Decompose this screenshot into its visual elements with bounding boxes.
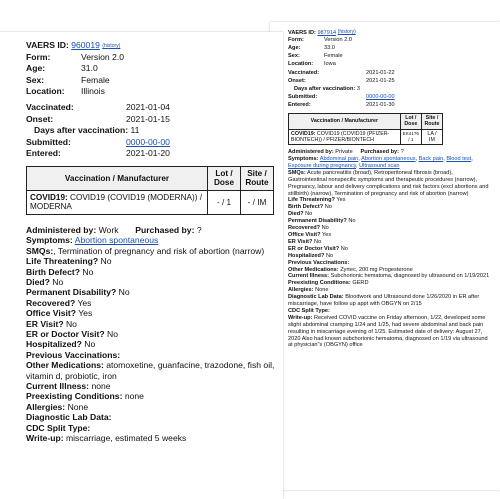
field-value: Received COVID vaccine on Friday afternoon, 1/22, developed some slight abdominal cramping 1/24 and 1/25, had severe abdominal and back pain resulting in miscarriage evening of 1/25. Estimated date of delivery: August 27, 2020 Also had known subchorionic hematoma, diagnosed on 1/19 via ultrasound at physician"s (OBGYN) office (288, 314, 488, 349)
entered-label: Entered: (26, 148, 61, 159)
field-value: Yes (322, 231, 332, 238)
field-label: Birth Defect? (26, 266, 80, 277)
vaccinated-label: Vaccinated: (26, 101, 74, 112)
form-row (288, 37, 493, 45)
field-value: No (107, 329, 119, 339)
list-item (26, 329, 276, 339)
symptom-link[interactable]: Exposure during pregnancy (288, 162, 356, 169)
col-lot-dose: Lot / Dose (400, 113, 421, 129)
field-label: Recovered? (288, 225, 321, 232)
vaccinated-row (288, 70, 493, 78)
list-item (26, 412, 276, 422)
table-row (289, 129, 443, 145)
list-item (288, 294, 493, 308)
field-label: Died? (26, 276, 50, 287)
field-value: No (325, 252, 334, 259)
days-label: Days after vaccination: (34, 125, 129, 136)
field-label: Diagnostic Lab Data: (26, 412, 112, 423)
list-item (288, 280, 493, 287)
field-label: Office Visit? (288, 231, 321, 238)
purchased-label: Purchased by: (135, 224, 195, 235)
list-item (26, 277, 276, 287)
field-label: Hospitalized? (288, 252, 325, 259)
field-label: Permanent Disability? (26, 287, 117, 298)
smqs-value: Acute pancreatitis (broad), Retroperitoneal fibrosis (broad), Gastrointestinal nonspecific symptoms and therapeutic procedures (narrow), Pregnancy, labour and delivery complications and risk factors (excl abortions and stillbirth) (narrow), Termination of pregnancy and risk of abortion (narrow) (288, 169, 489, 197)
location-row (288, 61, 493, 69)
location-label: Location: (288, 60, 314, 67)
purchased-value: ? (196, 224, 202, 235)
field-value: miscarriage, estimated 5 weeks (65, 433, 187, 444)
lot-cell: EK4176 / 1 (400, 129, 421, 145)
history-link[interactable]: (history) (102, 43, 121, 49)
purchased-label: Purchased by: (360, 149, 400, 156)
col-vaccination: Vaccination / Manufacturer (289, 113, 401, 129)
field-label: Birth Defect? (288, 204, 324, 211)
field-label: CDC Split Type: (288, 307, 330, 314)
field-value: No (348, 218, 356, 225)
onset-row (26, 114, 276, 126)
vaccination-table (288, 113, 443, 145)
symptoms-row: Symptoms: Abdominal pain, Abortion spontaneous, Back pain, Blood test, Exposure during pregnancy, Ultrasound scan (288, 156, 473, 169)
symptom-link[interactable]: Abdominal pain (319, 156, 359, 162)
sex-value: Female (81, 74, 110, 85)
days-row (26, 125, 276, 137)
vaers-id-label: VAERS ID: (288, 30, 316, 36)
field-value: No (65, 318, 77, 329)
field-value: atomoxetine, guanfacine, trazodone, fish oil, vitamin d, probiotic, iron (26, 360, 275, 381)
list-item (26, 381, 276, 391)
symptom-link[interactable]: Ultrasound scan (359, 162, 400, 169)
vaccinated-value: 2021-01-22 (366, 70, 395, 77)
smqs-label: SMQs: (288, 169, 306, 176)
sex-value: Female (324, 52, 343, 59)
submitted-row (288, 94, 493, 102)
days-label: Days after vaccination: (294, 86, 356, 93)
field-value: none (124, 391, 144, 402)
list-item (288, 232, 493, 239)
form-value: Version 2.0 (81, 51, 124, 62)
vaccinated-label: Vaccinated: (288, 70, 320, 77)
field-label: Diagnostic Lab Data: (288, 294, 344, 301)
entered-label: Entered: (288, 102, 311, 109)
field-label: Life Threatening? (288, 197, 335, 204)
field-value: No (118, 287, 130, 298)
fields-list (288, 197, 493, 349)
field-value: No (340, 245, 348, 252)
field-label: Previous Vaccinations: (26, 349, 121, 360)
list-item (288, 287, 493, 294)
list-item (288, 267, 493, 274)
location-row (26, 86, 276, 98)
form-label: Form: (288, 36, 304, 43)
field-label: Previous Vaccinations: (288, 259, 350, 266)
list-item (288, 211, 493, 218)
field-value: No (321, 225, 329, 232)
field-value: No (84, 339, 96, 350)
administered-label: Administered by: (26, 224, 97, 235)
field-label: Allergies: (26, 401, 66, 412)
field-label: Other Medications: (26, 360, 104, 371)
field-label: Preexisting Conditions: (288, 280, 351, 287)
list-item (26, 319, 276, 329)
fields-list (26, 256, 276, 443)
vaccinated-row (26, 102, 276, 114)
list-item (26, 267, 276, 277)
sex-row (288, 53, 493, 61)
vaccine-name: COVID19 (COVID19 (MODERNA)) / MODERNA (30, 192, 202, 212)
age-value: 33.0 (324, 44, 335, 51)
location-label: Location: (26, 86, 65, 97)
location-value: Illinois (81, 86, 105, 97)
table-row (27, 190, 274, 214)
field-label: Recovered? (26, 297, 76, 308)
smqs-row (26, 246, 276, 256)
purchased-value: ? (400, 149, 404, 156)
site-cell: LA / IM (422, 129, 443, 145)
field-value: None (67, 401, 89, 412)
field-label: Current Illness: (288, 273, 330, 280)
list-item (26, 402, 276, 412)
onset-label: Onset: (288, 78, 306, 85)
symptoms-label: Symptoms: (26, 235, 73, 246)
list-item (288, 253, 493, 260)
field-value: Yes (77, 297, 92, 308)
site-cell: - / IM (241, 190, 274, 214)
entered-value: 2021-01-30 (366, 102, 395, 109)
vaccine-cell (27, 190, 208, 214)
list-item (26, 256, 276, 266)
administered-value: Private (335, 149, 353, 156)
administered-row (26, 225, 276, 235)
onset-value: 2021-01-25 (366, 78, 395, 85)
field-value: No (305, 211, 313, 218)
field-value: Yes (78, 308, 93, 319)
history-link[interactable]: (history) (337, 29, 356, 35)
field-label: Died? (288, 211, 304, 218)
sex-label: Sex: (26, 74, 45, 85)
submitted-label: Submitted: (288, 94, 318, 101)
list-item (288, 218, 493, 225)
field-label: Other Medications: (288, 266, 339, 273)
field-value: Yes (336, 197, 346, 204)
vaccine-cell (289, 129, 401, 145)
list-item (26, 298, 276, 308)
field-value: No (100, 256, 112, 267)
col-vaccination: Vaccination / Manufacturer (27, 166, 208, 190)
smqs-label: SMQs: (26, 245, 54, 256)
vaccine-code: COVID19: (30, 192, 68, 202)
form-label: Form: (26, 51, 51, 62)
field-value: Zyrtec, 200 mg Progesterone (340, 266, 413, 273)
entered-row (288, 102, 493, 110)
onset-row (288, 78, 493, 86)
days-value: 11 (130, 125, 140, 136)
administered-value: Work (98, 224, 119, 235)
field-value: No (82, 266, 94, 277)
symptom-link[interactable]: Abortion spontaneous (74, 235, 159, 246)
list-item (288, 246, 493, 253)
vaccination-table (26, 166, 274, 215)
onset-value: 2021-01-15 (126, 113, 170, 124)
col-lot-dose: Lot / Dose (208, 166, 241, 190)
field-value: None (315, 287, 329, 294)
list-item (288, 197, 493, 204)
days-value: 3 (356, 86, 360, 93)
vaers-id-row (288, 29, 493, 37)
vaers-record-right (270, 22, 500, 490)
symptom-link[interactable]: Abortion spontaneous (361, 156, 416, 162)
field-value: No (314, 238, 322, 245)
vaccine-code: COVID19: (291, 130, 316, 137)
list-item (288, 308, 493, 315)
vaers-id-row (26, 40, 276, 52)
list-item (26, 339, 276, 349)
age-label: Age: (288, 44, 301, 51)
list-item (26, 433, 276, 443)
administered-row (288, 149, 493, 156)
list-item (26, 308, 276, 318)
col-site-route: Site / Route (422, 113, 443, 129)
field-value: Bloodwork and Ultrasound done 1/26/2020 in ER after miscarriage, have follow up appt with OBGYN on 2/15 (288, 294, 480, 308)
sex-label: Sex: (288, 52, 300, 59)
vaers-id-link[interactable]: 960019 (71, 40, 100, 50)
vaers-id-label: VAERS ID: (26, 40, 69, 50)
list-item (288, 204, 493, 211)
list-item (26, 287, 276, 297)
field-label: ER Visit? (288, 238, 313, 245)
entered-row (26, 148, 276, 160)
symptoms-label: Symptoms: (288, 156, 319, 162)
field-label: Hospitalized? (26, 339, 82, 350)
age-row (288, 45, 493, 53)
field-label: CDC Split Type: (26, 422, 91, 433)
form-value: Version 2.0 (324, 36, 352, 43)
field-label: Preexisting Conditions: (26, 391, 123, 402)
field-value: No (324, 204, 332, 211)
age-value: 31.0 (81, 63, 98, 74)
col-site-route: Site / Route (241, 166, 274, 190)
age-label: Age: (26, 63, 46, 74)
form-row (26, 52, 276, 64)
field-label: Permanent Disability? (288, 218, 347, 225)
field-label: ER or Doctor Visit? (26, 329, 105, 339)
symptoms-row (26, 235, 276, 245)
field-label: Write-up: (288, 314, 313, 321)
list-item (26, 360, 276, 381)
list-item (288, 273, 493, 280)
location-value: Iowa (324, 60, 336, 67)
symptom-link[interactable]: Blood test (446, 156, 472, 162)
field-label: ER Visit? (26, 318, 64, 329)
list-item (26, 391, 276, 401)
vaccinated-value: 2021-01-04 (126, 101, 170, 112)
list-item (288, 260, 493, 267)
field-value: No (52, 276, 64, 287)
onset-label: Onset: (26, 113, 54, 124)
vaers-record-left (0, 32, 283, 499)
field-label: Office Visit? (26, 308, 76, 319)
days-row (288, 86, 493, 94)
sex-row (26, 75, 276, 87)
submitted-link[interactable]: 0000-00-00 (366, 94, 395, 101)
field-value: GERD (352, 280, 369, 287)
lot-cell: - / 1 (208, 190, 241, 214)
field-label: Life Threatening? (26, 256, 99, 267)
administered-label: Administered by: (288, 149, 334, 156)
submitted-link[interactable]: 0000-00-00 (126, 136, 170, 147)
entered-value: 2021-01-20 (126, 148, 170, 159)
field-label: Allergies: (288, 287, 314, 294)
list-item (288, 225, 493, 232)
field-value: Subchorionic hematoma, diagnosed by ultrasound on 1/19/2021 (330, 273, 490, 280)
list-item (26, 423, 276, 433)
smqs-row (288, 170, 493, 198)
symptom-link[interactable]: Back pain (418, 156, 444, 162)
submitted-row (26, 137, 276, 149)
list-item (26, 350, 276, 360)
field-label: Write-up: (26, 433, 64, 444)
field-value: none (91, 381, 111, 392)
list-item (288, 315, 493, 350)
submitted-label: Submitted: (26, 136, 71, 147)
vaccine-name: COVID19 (COVID19 (PFIZER-BIONTECH)) / PFIZER/BIONTECH (291, 130, 390, 143)
age-row (26, 63, 276, 75)
list-item (288, 239, 493, 246)
smqs-value: , Termination of pregnancy and risk of abortion (narrow) (53, 245, 265, 256)
vaers-id-link[interactable]: 987914 (317, 30, 337, 36)
field-label: Current Illness: (26, 381, 90, 392)
field-label: ER or Doctor Visit? (288, 245, 340, 252)
